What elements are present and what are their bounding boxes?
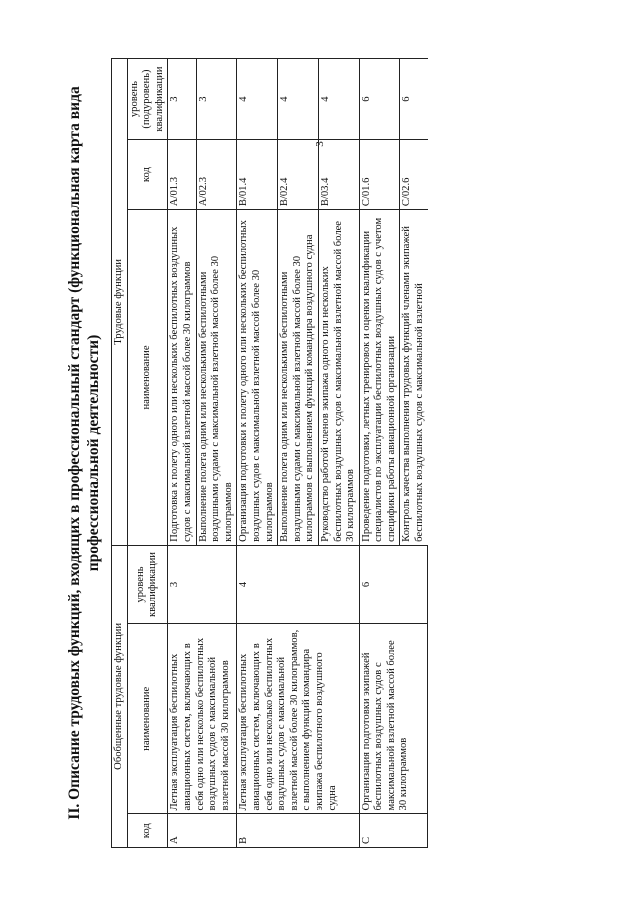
functional-map-table	[111, 58, 428, 848]
table-row	[168, 59, 196, 848]
header-name: наименование	[127, 624, 168, 814]
generalized-name: Летная эксплуатация беспилотных авиационных систем, включающих в себя одно или несколько беспилотных воздушных судов с максимальной взлетной массой более 30 килограммов, с выполнением функций командира экипажа беспилотного воздушного судна	[237, 624, 359, 814]
section-title	[65, 58, 103, 848]
function-name: Контроль качества выполнения трудовых функций членами экипажей беспилотных воздушных судов с максимальной взлетной	[400, 210, 428, 546]
header-function-code: код	[127, 140, 168, 210]
generalized-name: Организация подготовки экипажей беспилотных воздушных судов с максимальной взлетной массой более 30 килограммов	[359, 624, 427, 814]
function-code: C/02.6	[400, 140, 428, 210]
function-code: A/02.3	[196, 140, 237, 210]
function-code: B/02.4	[278, 140, 319, 210]
function-level: 4	[278, 59, 319, 140]
function-name: Выполнение полета одним или несколькими беспилотными воздушными судами с максимальной взлетной массой более 30 килограммов	[196, 210, 237, 546]
generalized-level: 3	[168, 545, 237, 623]
function-level: 3	[196, 59, 237, 140]
generalized-code: C	[359, 814, 427, 848]
header-code: код	[127, 814, 168, 848]
table-row	[359, 59, 400, 848]
header-function-name: наименование	[127, 210, 168, 546]
function-code: A/01.3	[168, 140, 196, 210]
function-code: B/01.4	[237, 140, 278, 210]
function-level: 4	[237, 59, 278, 140]
header-function-level: уровень (подуровень) квалификации	[127, 59, 168, 140]
function-name: Выполнение полета одним или несколькими беспилотными воздушными судами с максимальной взлетной массой более 30 килограммов с выполнением функций командира воздушного судна	[278, 210, 319, 546]
function-name: Проведение подготовки, летных тренировок и оценки квалификации специалистов по эксплуатации беспилотных воздушных судов с учетом специфики работы авиационной организации	[359, 210, 400, 546]
rotated-page-content	[65, 58, 625, 848]
function-level: 3	[168, 59, 196, 140]
generalized-name: Летная эксплуатация беспилотных авиационных систем, включающих в себя одно или несколько беспилотных воздушных судов с максимальной взлетной массой 30 килограммов	[168, 624, 237, 814]
generalized-level: 4	[237, 545, 359, 623]
function-name: Руководство работой членов экипажа одного или нескольких беспилотных воздушных судов с максимальной взлетной массой более 30 килограммов	[318, 210, 359, 546]
title-line-2: профессиональной деятельности)	[85, 334, 102, 572]
function-name: Подготовка к полету одного или нескольких беспилотных воздушных судов с максимальной взлетной массой более 30 килограммов	[168, 210, 196, 546]
function-code: B/03.4	[318, 140, 359, 210]
header-functions: Трудовые функции	[112, 59, 128, 546]
page-number: 3	[314, 141, 326, 147]
table-row	[237, 59, 278, 848]
generalized-code: A	[168, 814, 237, 848]
generalized-code: B	[237, 814, 359, 848]
function-code: C/01.6	[359, 140, 400, 210]
function-name: Организация подготовки к полету одного или нескольких беспилотных воздушных судов с максимальной взлетной массой более 30 килограммов	[237, 210, 278, 546]
function-level: 6	[400, 59, 428, 140]
title-line-1: II. Описание трудовых функций, входящих в профессиональный стандарт (функциональная карта вида	[66, 86, 83, 820]
function-level: 6	[359, 59, 400, 140]
generalized-level: 6	[359, 545, 427, 623]
header-generalized: Обобщенные трудовые функции	[112, 545, 128, 847]
function-level: 4	[318, 59, 359, 140]
header-level: уровень квалификации	[127, 545, 168, 623]
